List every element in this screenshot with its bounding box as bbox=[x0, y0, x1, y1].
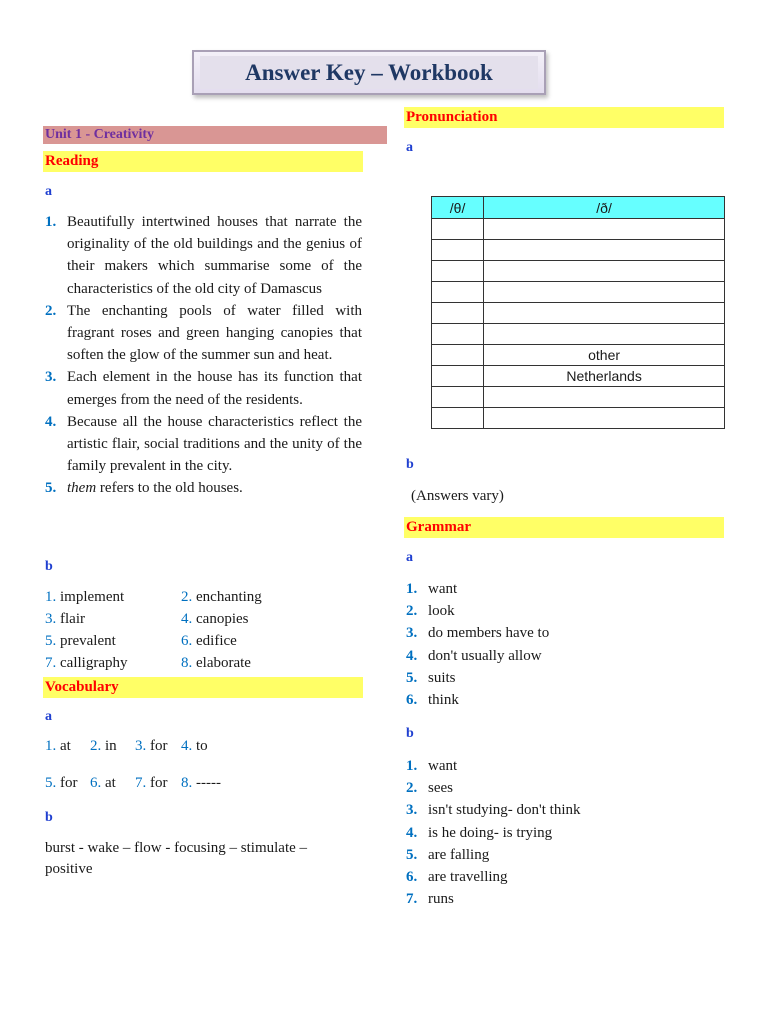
grammar-item bbox=[406, 777, 716, 799]
vocabulary-b-label: b bbox=[45, 810, 53, 825]
item-number: 2. bbox=[90, 738, 102, 754]
item-number: 1. bbox=[406, 581, 418, 597]
item-number: 6. bbox=[406, 869, 418, 886]
table-cell bbox=[484, 387, 725, 408]
pronunciation-a-label: a bbox=[406, 140, 413, 155]
pronunciation-heading: Pronunciation bbox=[404, 107, 724, 128]
vocabulary-a-grid bbox=[45, 738, 365, 798]
vocabulary-b-line-2: positive bbox=[45, 861, 93, 877]
table-row bbox=[432, 240, 725, 261]
item-number: 7. bbox=[406, 891, 418, 908]
item-number: 8. bbox=[181, 655, 193, 671]
title-box bbox=[192, 50, 546, 95]
item-number: 3. bbox=[406, 625, 418, 642]
item-text: are travelling bbox=[428, 869, 508, 886]
item-number: 2. bbox=[406, 603, 418, 620]
item-number: 1. bbox=[45, 589, 57, 605]
table-cell bbox=[432, 219, 484, 240]
item-word: implement bbox=[60, 589, 125, 605]
reading-a-label: a bbox=[45, 184, 52, 199]
reading-a-item bbox=[45, 211, 362, 300]
item-text: refers to the old houses. bbox=[96, 480, 243, 497]
grammar-item bbox=[406, 578, 716, 600]
grammar-item bbox=[406, 622, 716, 644]
table-cell bbox=[432, 261, 484, 282]
item-word: calligraphy bbox=[60, 655, 128, 671]
table-cell bbox=[484, 261, 725, 282]
item-number: 1. bbox=[45, 738, 57, 754]
table-row bbox=[432, 219, 725, 240]
unit-heading: Unit 1 - Creativity bbox=[43, 126, 387, 144]
item-text: want bbox=[428, 581, 458, 597]
grammar-b-label: b bbox=[406, 726, 414, 741]
item-number: 6. bbox=[90, 775, 102, 791]
table-row bbox=[432, 324, 725, 345]
item-number: 3. bbox=[45, 369, 57, 386]
item-text: suits bbox=[428, 669, 456, 686]
grammar-item bbox=[406, 844, 716, 866]
item-number: 7. bbox=[45, 655, 57, 671]
item-number: 5. bbox=[406, 669, 418, 686]
grammar-item bbox=[406, 645, 716, 667]
item-word: for bbox=[60, 775, 78, 791]
table-header-theta: /θ/ bbox=[432, 197, 484, 219]
vocabulary-a-item bbox=[90, 775, 116, 792]
reading-b-item bbox=[45, 589, 124, 606]
item-text: Each element in the house has its function that emerges from the need of the residents. bbox=[67, 369, 362, 408]
item-number: 3. bbox=[135, 738, 147, 754]
table-row bbox=[432, 261, 725, 282]
item-word: flair bbox=[60, 611, 85, 627]
grammar-item bbox=[406, 755, 716, 777]
item-word: prevalent bbox=[60, 633, 116, 649]
table-cell: Netherlands bbox=[484, 366, 725, 387]
item-text: don't usually allow bbox=[428, 647, 542, 664]
table-row bbox=[432, 408, 725, 429]
table-row bbox=[432, 303, 725, 324]
grammar-a-label: a bbox=[406, 550, 413, 565]
reading-heading: Reading bbox=[43, 151, 363, 172]
reading-b-item bbox=[45, 633, 116, 650]
item-emphasis: them bbox=[67, 480, 97, 497]
page-title: Answer Key – Workbook bbox=[245, 59, 493, 85]
item-number: 4. bbox=[406, 647, 418, 664]
reading-b-item bbox=[181, 655, 251, 672]
item-number: 7. bbox=[135, 775, 147, 791]
reading-b-grid bbox=[45, 589, 365, 679]
reading-b-item bbox=[45, 655, 127, 672]
reading-a-item bbox=[45, 300, 362, 367]
table-cell bbox=[432, 303, 484, 324]
vocabulary-a-item bbox=[45, 738, 71, 755]
reading-a-item bbox=[45, 477, 362, 499]
grammar-heading: Grammar bbox=[404, 517, 724, 538]
item-text: look bbox=[428, 603, 455, 620]
table-cell bbox=[432, 282, 484, 303]
reading-b-item bbox=[181, 611, 248, 628]
grammar-a-list bbox=[406, 578, 716, 711]
item-number: 6. bbox=[406, 692, 418, 709]
grammar-item bbox=[406, 866, 716, 888]
title-inner bbox=[200, 56, 538, 89]
table-cell bbox=[484, 219, 725, 240]
item-text: sees bbox=[428, 780, 453, 797]
table-cell bbox=[432, 387, 484, 408]
grammar-item bbox=[406, 822, 716, 844]
table-cell bbox=[432, 240, 484, 261]
item-word: elaborate bbox=[196, 655, 251, 671]
item-text: runs bbox=[428, 891, 454, 908]
item-text: isn't studying- don't think bbox=[428, 802, 581, 819]
grammar-b-list bbox=[406, 755, 716, 910]
pronunciation-b-answer: (Answers vary) bbox=[411, 488, 504, 504]
item-number: 1. bbox=[406, 758, 418, 774]
item-number: 5. bbox=[45, 480, 57, 497]
table-header-eth: /ð/ bbox=[484, 197, 725, 219]
item-number: 4. bbox=[406, 824, 418, 841]
grammar-item bbox=[406, 600, 716, 622]
item-number: 8. bbox=[181, 775, 193, 791]
item-number: 5. bbox=[406, 846, 418, 863]
reading-a-list bbox=[45, 211, 362, 500]
reading-a-item bbox=[45, 366, 362, 410]
item-word: enchanting bbox=[196, 589, 262, 605]
item-number: 5. bbox=[45, 775, 57, 791]
item-number: 4. bbox=[181, 611, 193, 627]
table-row bbox=[432, 282, 725, 303]
vocabulary-a-item bbox=[135, 775, 168, 792]
reading-b-label: b bbox=[45, 559, 53, 574]
table-row bbox=[432, 387, 725, 408]
table-cell bbox=[484, 408, 725, 429]
table-cell bbox=[432, 345, 484, 366]
table-cell bbox=[484, 303, 725, 324]
item-word: at bbox=[60, 738, 71, 754]
item-word: for bbox=[150, 738, 168, 754]
item-word: edifice bbox=[196, 633, 237, 649]
item-number: 6. bbox=[181, 633, 193, 649]
item-word: ----- bbox=[196, 775, 221, 791]
item-text: The enchanting pools of water filled with fragrant roses and green hanging canopies that soften the glow of the summer sun and heat. bbox=[67, 302, 362, 364]
reading-b-item bbox=[181, 589, 262, 606]
reading-b-item bbox=[181, 633, 237, 650]
grammar-item bbox=[406, 888, 716, 910]
item-number: 2. bbox=[406, 780, 418, 797]
table-cell bbox=[432, 324, 484, 345]
vocabulary-a-item bbox=[135, 738, 168, 755]
vocabulary-a-item bbox=[90, 738, 117, 755]
pronunciation-table bbox=[431, 196, 725, 429]
item-word: in bbox=[105, 738, 117, 754]
item-text: Beautifully intertwined houses that narrate the originality of the old buildings and the genius of their makers which summarise some of the characteristics of the old city of Damascus bbox=[67, 214, 362, 297]
grammar-item bbox=[406, 689, 716, 711]
item-number: 3. bbox=[45, 611, 57, 627]
item-number: 3. bbox=[406, 802, 418, 819]
reading-a-item bbox=[45, 411, 362, 478]
vocabulary-a-label: a bbox=[45, 709, 52, 724]
reading-b-item bbox=[45, 611, 85, 628]
item-text: is he doing- is trying bbox=[428, 824, 553, 841]
vocabulary-a-item bbox=[181, 775, 221, 792]
table-cell bbox=[484, 240, 725, 261]
item-word: for bbox=[150, 775, 168, 791]
table-row bbox=[432, 345, 725, 366]
item-text: Because all the house characteristics reflect the artistic flair, social traditions and the unity of the family prevalent in the city. bbox=[67, 413, 362, 475]
table-cell: other bbox=[484, 345, 725, 366]
vocabulary-b-line-1: burst - wake – flow - focusing – stimulate – bbox=[45, 840, 308, 856]
pronunciation-b-label: b bbox=[406, 457, 414, 472]
item-number: 4. bbox=[45, 413, 57, 430]
item-number: 2. bbox=[45, 302, 57, 319]
item-number: 4. bbox=[181, 738, 193, 754]
table-cell bbox=[432, 366, 484, 387]
vocabulary-a-item bbox=[45, 775, 78, 792]
item-text: are falling bbox=[428, 846, 490, 863]
item-text: do members have to bbox=[428, 625, 550, 642]
item-word: canopies bbox=[196, 611, 249, 627]
vocabulary-heading: Vocabulary bbox=[43, 677, 363, 698]
table-cell bbox=[432, 408, 484, 429]
item-number: 1. bbox=[45, 214, 57, 230]
grammar-item bbox=[406, 667, 716, 689]
item-word: at bbox=[105, 775, 116, 791]
vocabulary-a-item bbox=[181, 738, 208, 755]
table-row bbox=[432, 366, 725, 387]
item-word: to bbox=[196, 738, 208, 754]
item-text: think bbox=[428, 692, 459, 709]
item-text: want bbox=[428, 758, 458, 774]
table-cell bbox=[484, 324, 725, 345]
item-number: 2. bbox=[181, 589, 193, 605]
table-cell bbox=[484, 282, 725, 303]
item-number: 5. bbox=[45, 633, 57, 649]
grammar-item bbox=[406, 799, 716, 821]
